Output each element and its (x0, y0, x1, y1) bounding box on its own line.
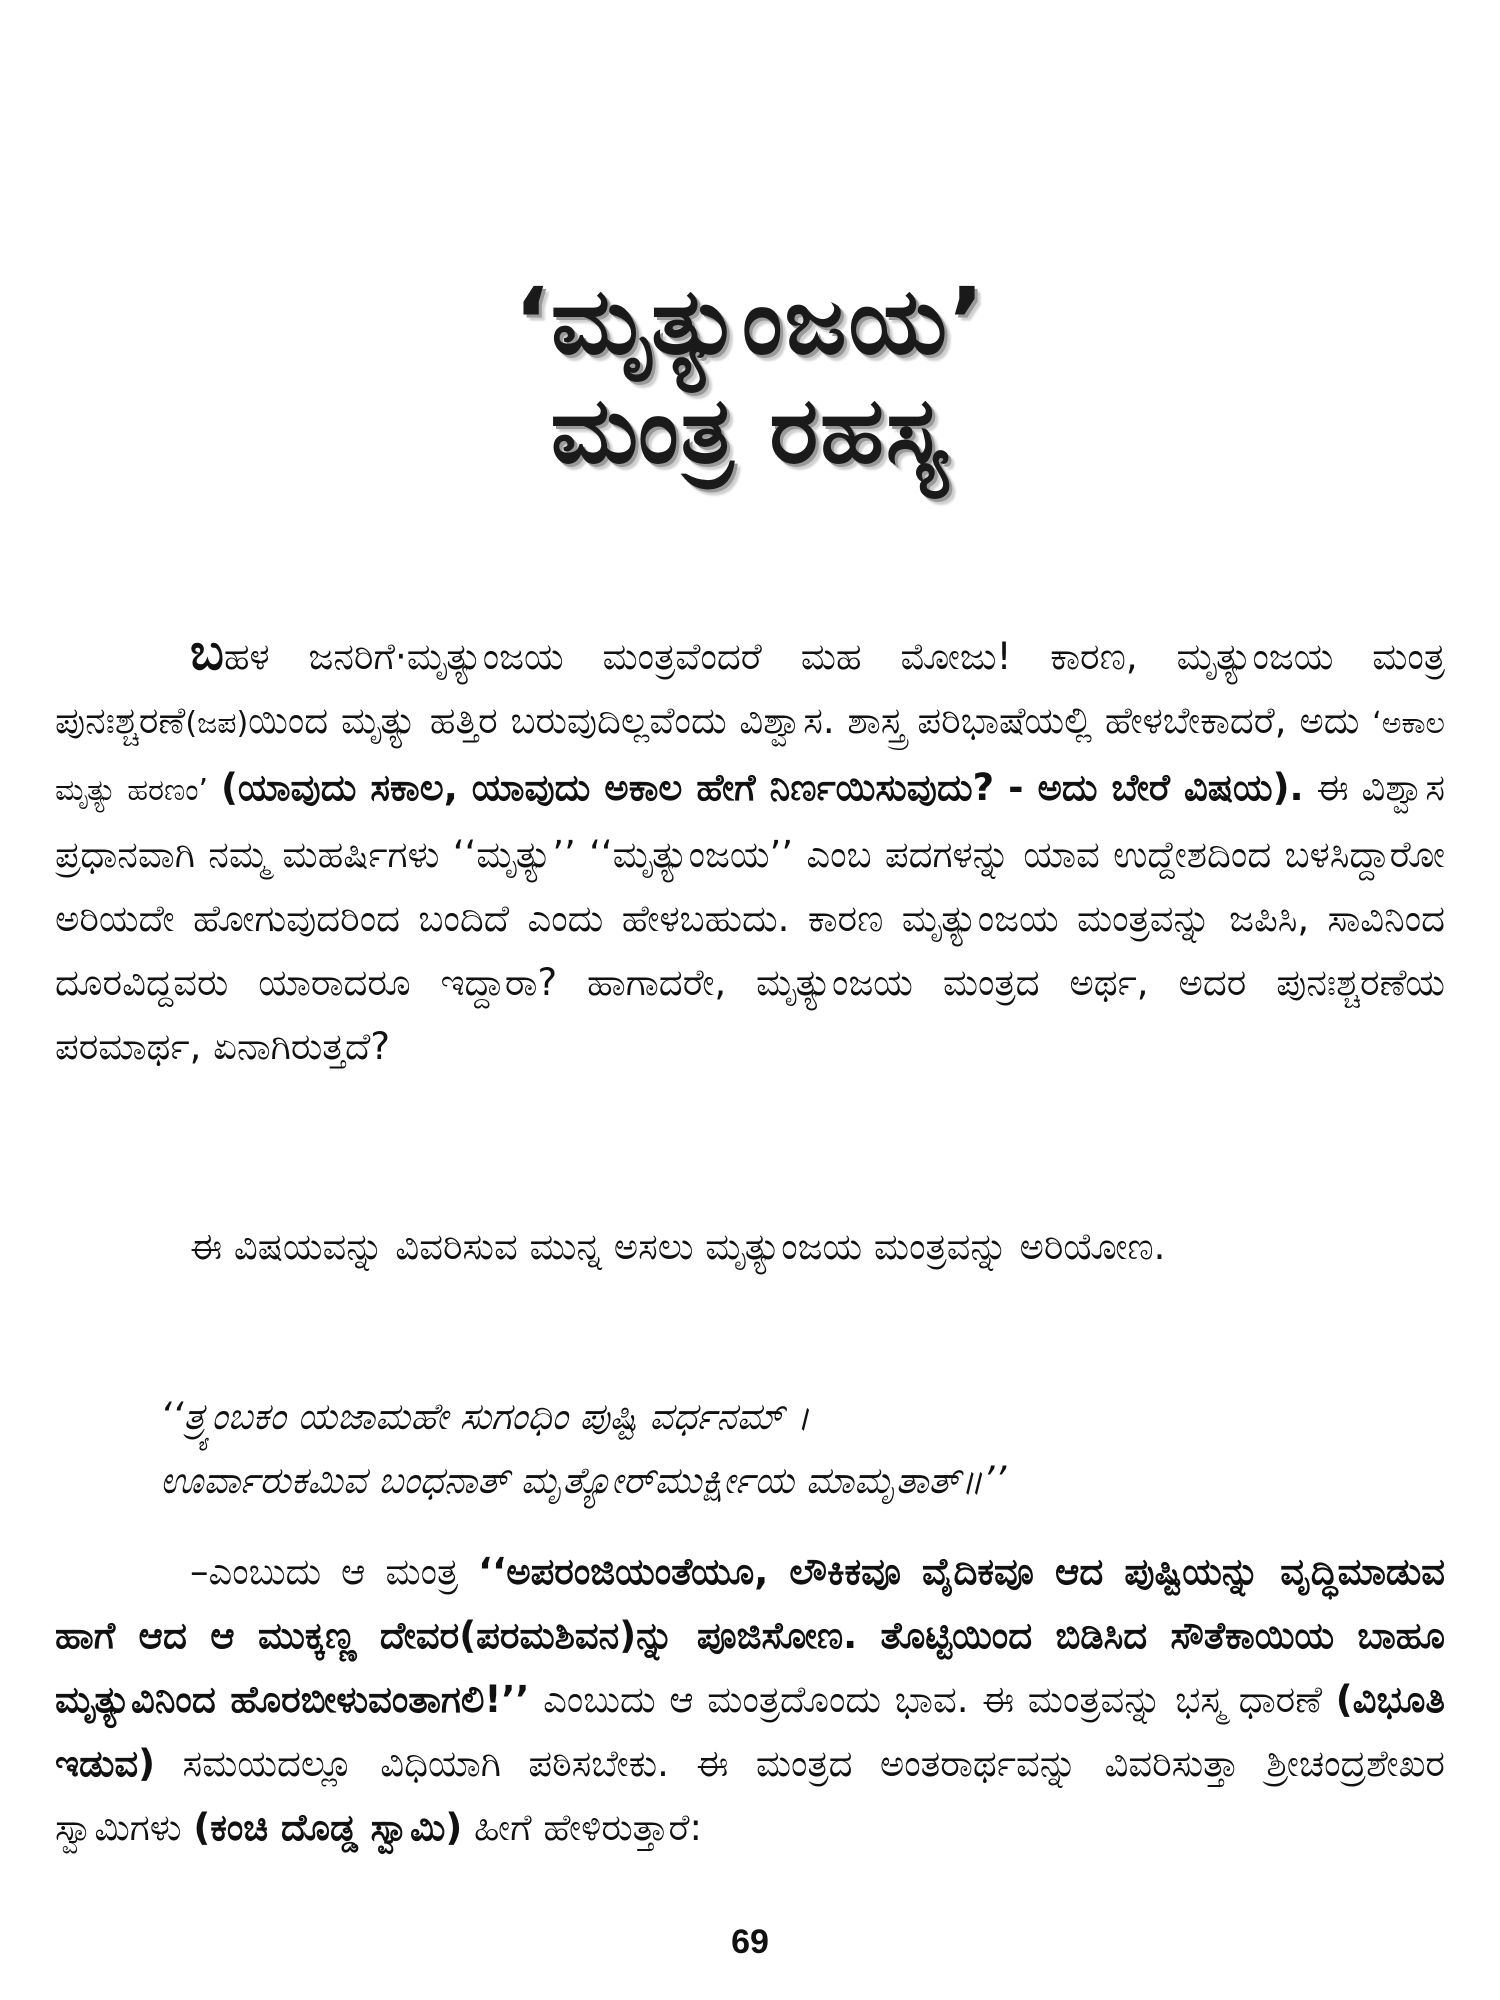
paragraph-1-text-c: ಈ ವಿಶ್ವಾಸ ಪ್ರಧಾನವಾಗಿ ನಮ್ಮ ಮಹರ್ಷಿಗಳು ‘‘ಮೃತ್ಯು’’ ‘‘ಮೃತ್ಯುಂಜಯ’’ ಎಂಬ ಪದಗಳನ್ನು ಯಾವ ಉದ್ದೇಶದಿಂದ ಬಳಸಿದ್ದಾರೋ ಅರಿಯದೇ ಹೋಗುವುದರಿಂದ ಬಂದಿದೆ ಎಂದು ಹೇಳಬಹುದು. ಕಾರಣ ಮೃತ್ಯುಂಜಯ ಮಂತ್ರವನ್ನು ಜಪಿಸಿ, ಸಾವಿನಿಂದ ದೂರವಿದ್ದವರು ಯಾರಾದರೂ ಇದ್ದಾರಾ? ಹಾಗಾದರೇ, ಮೃತ್ಯುಂಜಯ ಮಂತ್ರದ ಅರ್ಥ, ಅದರ ಪುನಃಶ್ಚರಣೆಯ ಪರಮಾರ್ಥ, ಏನಾಗಿರುತ್ತದೆ? (55, 766, 1445, 1068)
paragraph-3-bold-paren-1: (ವಿಭೂತಿ ಇಡುವ) (55, 1678, 1445, 1785)
paragraph-2-text: ಈ ವಿಷಯವನ್ನು ವಿವರಿಸುವ ಮುನ್ನ ಅಸಲು ಮೃತ್ಯುಂಜಯ ಮಂತ್ರವನ್ನು ಅರಿಯೋಣ. (190, 1225, 1166, 1268)
paragraph-1 (55, 622, 1445, 1079)
paragraph-2 (55, 1215, 1445, 1279)
page-number: 69 (731, 1923, 769, 1961)
chapter-title (0, 268, 1500, 485)
paragraph-3-bold-paren-2: (ಕಂಚಿ ದೊಡ್ಡ ಸ್ವಾಮಿ) (193, 1806, 463, 1849)
paragraph-1-quote: ‘ಅಕಾಲ ಮೃತ್ಯು ಹರಣಂ’ (55, 706, 1445, 808)
chapter-title-line-2: ಮಂತ್ರ ರಹಸ್ಯ (550, 376, 950, 484)
paragraph-1-bold-paren: (ಯಾವುದು ಸಕಾಲ, ಯಾವುದು ಅಕಾಲ ಹೇಗೆ ನಿರ್ಣಯಿಸುವುದು? - ಅದು ಬೇರೆ ವಿಷಯ). (220, 766, 1304, 809)
chapter-title-line-1: ‘ಮೃತ್ಯುಂಜಯ’ (514, 268, 986, 375)
paragraph-3-bold-meaning: ‘‘ಅಪರಂಜಿಯಂತೆಯೂ, ಲೌಕಿಕವೂ ವೈದಿಕವೂ ಆದ ಪುಷ್ಟಿಯನ್ನು ವೃದ್ಧಿಮಾಡುವ ಹಾಗೆ ಆದ ಆ ಮುಕ್ಕಣ್ಣ ದೇವರ(ಪರಮಶಿವನ)ನ್ನು ಪೂಜಿಸೋಣ. ತೊಟ್ಟಿಯಿಂದ ಬಿಡಿಸಿದ ಸೌತೆಕಾಯಿಯ ಬಾಹೂ ಮೃತ್ಯುವಿನಿಂದ ಹೊರಬೀಳುವಂತಾಗಲಿ!’’ (55, 1550, 1445, 1721)
drop-cap: ಬ (190, 622, 224, 681)
paragraph-3-text-d: ಹೀಗೆ ಹೇಳಿರುತ್ತಾರೆ: (462, 1806, 702, 1849)
mantra-verse (160, 1385, 1360, 1513)
paragraph-1-small-paren: (ಜಪ) (185, 706, 249, 741)
verse-line-1: ‘‘ತ್ರ್ಯಂಬಕಂ ಯಜಾಮಹೇ ಸುಗಂಧಿಂ ಪುಷ್ಟಿ ವರ್ಧನಮ್ । (160, 1395, 810, 1438)
verse-line-2: ಊರ್ವಾರುಕಮಿವ ಬಂಧನಾತ್ ಮೃತ್ಯೋರ್‌ಮುರ್ಕ್ಷೀಯ ಮಾಮೃತಾತ್॥’’ (160, 1459, 1007, 1502)
paragraph-1-text-b: ಯಿಂದ ಮೃತ್ಯು ಹತ್ತಿರ ಬರುವುದಿಲ್ಲವೆಂದು ವಿಶ್ವಾಸ. ಶಾಸ್ತ್ರ ಪರಿಭಾಷೆಯಲ್ಲಿ ಹೇಳಬೇಕಾದರೆ, ಅದು (248, 699, 1373, 742)
paragraph-3-text-b: ಎಂಬುದು ಆ ಮಂತ್ರದೊಂದು ಭಾವ. ಈ ಮಂತ್ರವನ್ನು ಭಸ್ಮ ಧಾರಣೆ (529, 1678, 1336, 1721)
paragraph-3-text-a: –ಎಂಬುದು ಆ ಮಂತ್ರ (190, 1550, 479, 1593)
paragraph-1-text-a: ಹಳ ಜನರಿಗೆ·ಮೃತ್ಯುಂಜಯ ಮಂತ್ರವೆಂದರೆ ಮಹ ಮೋಜು! ಕಾರಣ, ಮೃತ್ಯುಂಜಯ ಮಂತ್ರ ಪುನಃಶ್ಚರಣೆ (55, 635, 1445, 742)
paragraph-3 (55, 1540, 1445, 1860)
paragraph-3-text-c: ಸಮಯದಲ್ಲೂ ವಿಧಿಯಾಗಿ ಪಠಿಸಬೇಕು. ಈ ಮಂತ್ರದ ಅಂತರಾರ್ಥವನ್ನು ವಿವರಿಸುತ್ತಾ ಶ್ರೀಚಂದ್ರಶೇಖರ ಸ್ವಾಮಿಗಳು (55, 1742, 1445, 1849)
